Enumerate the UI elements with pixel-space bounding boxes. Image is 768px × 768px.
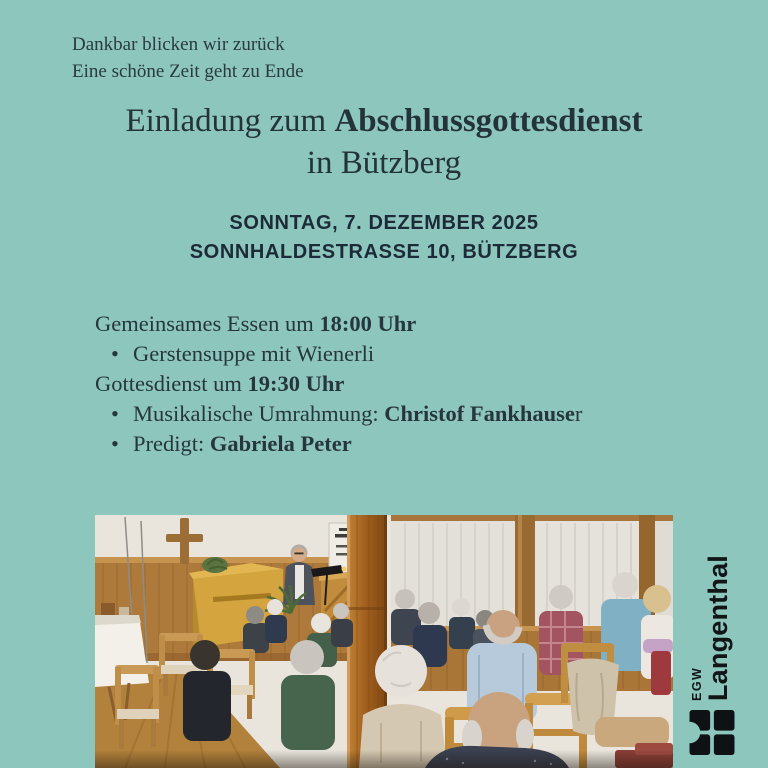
bullet-icon: •: [111, 431, 119, 456]
program-dinner-line: [95, 309, 582, 339]
music-text: Musikalische Umrahmung: Christof Fankhauser: [133, 401, 583, 426]
event-date: SONNTAG, 7. DEZEMBER 2025: [229, 212, 539, 234]
bullet-icon: •: [111, 341, 119, 366]
event-location: SONNHALDESTRASSE 10, BÜTZBERG: [189, 241, 579, 263]
dinner-time: 18:00 Uhr: [319, 311, 417, 336]
preacher-name: Gabriela Peter: [209, 431, 352, 456]
egw-logo-text: [691, 555, 733, 701]
title-line1: [0, 100, 768, 142]
sermon-text: Predigt: Gabriela Peter: [133, 431, 352, 456]
service-time: 19:30 Uhr: [247, 371, 345, 396]
dinner-text: Gemeinsames Essen um: [95, 311, 320, 336]
congregation-photo: [95, 515, 673, 768]
title-emphasis: Abschlussgottesdienst: [334, 103, 643, 139]
program-block: [95, 309, 582, 459]
bullet-icon: •: [111, 401, 119, 426]
church-photo-illustration: [95, 515, 673, 768]
soup-text: Gerstensuppe mit Wienerli: [133, 341, 375, 366]
page-title: [0, 100, 768, 184]
logo-place-label: Langenthal: [702, 555, 733, 702]
service-text: Gottesdienst um: [95, 371, 248, 396]
egw-logo-mark: [688, 710, 736, 755]
musician-name: Christof Fankhause: [384, 401, 575, 426]
program-item-music: [111, 399, 582, 429]
title-regular: Einladung zum: [125, 103, 335, 139]
event-block: [0, 209, 768, 267]
program-item-sermon: [111, 429, 582, 459]
logo-org-label: EGW: [690, 666, 705, 702]
egw-logo: [683, 555, 741, 755]
intro-text: [72, 31, 304, 85]
program-service-line: [95, 369, 582, 399]
title-line2: in Bützberg: [306, 145, 462, 181]
intro-line2: Eine schöne Zeit geht zu Ende: [72, 61, 304, 82]
intro-line1: Dankbar blicken wir zurück: [72, 34, 285, 55]
program-item-soup: [111, 339, 582, 369]
